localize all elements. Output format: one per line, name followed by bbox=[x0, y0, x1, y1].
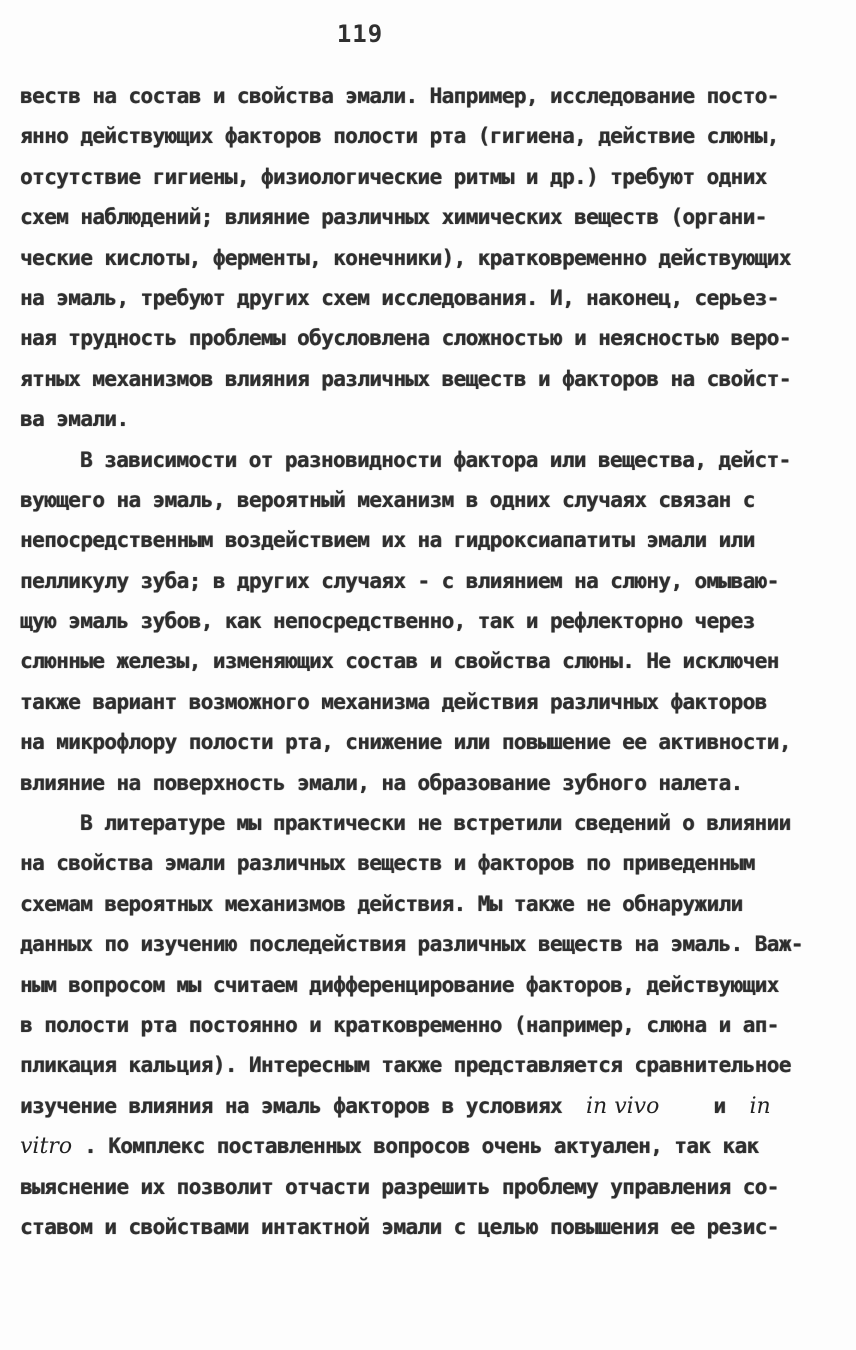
text-line: ческие кислоты, ферменты, конечники), кратковременно действующих bbox=[20, 245, 791, 270]
text-line: В литературе мы практически не встретили сведений о влиянии bbox=[80, 811, 791, 836]
text-line: на эмаль, требуют других схем исследования. И, наконец, серьез- bbox=[20, 285, 779, 310]
text-line: веств на состав и свойства эмали. Например, исследование посто- bbox=[20, 84, 779, 108]
text-line: ная трудность проблемы обусловлена сложностью и неясностью веро- bbox=[20, 326, 791, 351]
text-line: слюнные железы, изменяющих состав и свойства слюны. Не исключен bbox=[20, 649, 779, 674]
text-line: на микрофлору полости рта, снижение или повышение ее активности, bbox=[20, 730, 791, 755]
text-line: на свойства эмали различных веществ и факторов по приведенным bbox=[20, 851, 755, 876]
paragraph-2 bbox=[20, 440, 820, 804]
text-line: янно действующих факторов полости рта (гигиена, действие слюны, bbox=[20, 124, 779, 149]
text-line: влияние на поверхность эмали, на образование зубного налета. bbox=[20, 770, 743, 795]
text-line: ятных механизмов влияния различных веществ и факторов на свойст- bbox=[20, 366, 791, 391]
text-line: в полости рта постоянно и кратковременно (например, слюна и ап- bbox=[20, 1012, 779, 1037]
text-line: В зависимости от разновидности фактора или вещества, дейст- bbox=[80, 447, 791, 472]
text-segment: изучение влияния на эмаль факторов в условиях bbox=[20, 1093, 562, 1118]
text-line: ставом и свойствами интактной эмали с целью повышения ее резис- bbox=[20, 1214, 779, 1239]
text-segment: . Комплекс поставленных вопросов очень актуален, так как bbox=[84, 1134, 759, 1159]
text-line: схем наблюдений; влияние различных химических веществ (органи- bbox=[20, 205, 767, 230]
paragraph-3 bbox=[20, 803, 820, 1247]
text-line: данных по изучению последействия различных веществ на эмаль. Важ- bbox=[20, 932, 803, 957]
text-line: схемам вероятных механизмов действия. Мы также не обнаружили bbox=[20, 891, 743, 916]
handwritten-latin-term: in bbox=[749, 1093, 771, 1119]
handwritten-latin-term: in vivo bbox=[586, 1093, 660, 1119]
body-text bbox=[20, 76, 820, 1247]
handwritten-latin-term: vitro bbox=[20, 1134, 73, 1160]
text-line: непосредственным воздействием их на гидроксиапатиты эмали или bbox=[20, 528, 755, 553]
text-line-vitro bbox=[20, 1126, 820, 1166]
page-number: 119 bbox=[336, 20, 384, 48]
text-line: ва эмали. bbox=[20, 407, 129, 432]
text-line: пелликулу зуба; в других случаях - с влиянием на слюну, омываю- bbox=[20, 568, 779, 593]
text-line: щую эмаль зубов, как непосредственно, так и рефлекторно через bbox=[20, 609, 755, 634]
text-line: ным вопросом мы считаем дифференцирование факторов, действующих bbox=[20, 972, 779, 997]
text-line: пликация кальция). Интересным также представляется сравнительное bbox=[20, 1053, 791, 1078]
text-line: также вариант возможного механизма действия различных факторов bbox=[20, 689, 767, 714]
text-line-invivo bbox=[20, 1086, 820, 1126]
text-line: отсутствие гигиены, физиологические ритмы и др.) требуют одних bbox=[20, 164, 767, 189]
text-segment: и bbox=[713, 1093, 726, 1118]
text-line: выяснение их позволит отчасти разрешить проблему управления со- bbox=[20, 1174, 779, 1199]
paragraph-1 bbox=[20, 76, 820, 440]
text-line: вующего на эмаль, вероятный механизм в одних случаях связан с bbox=[20, 487, 755, 512]
